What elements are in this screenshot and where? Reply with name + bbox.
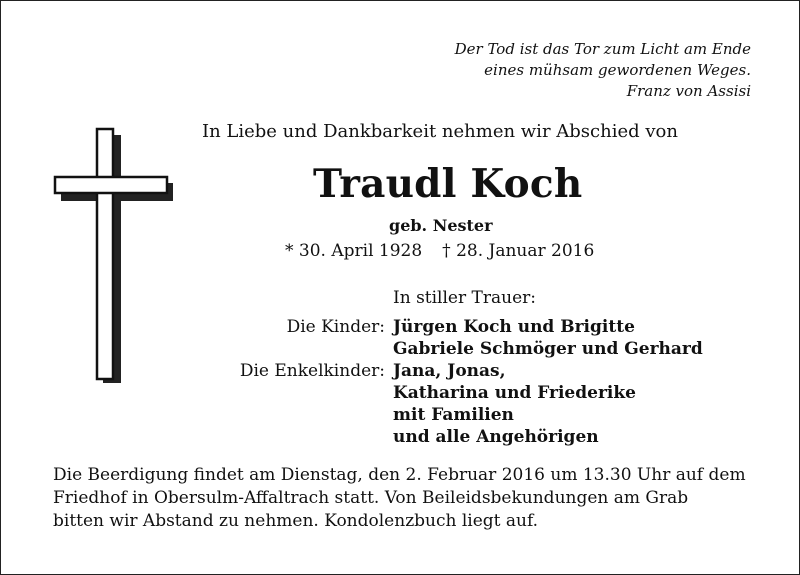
family-labels — [240, 316, 385, 382]
life-dates — [285, 241, 594, 261]
farewell-intro: In Liebe und Dankbarkeit nehmen wir Abschied von — [202, 121, 678, 142]
children-line: Gabriele Schmöger und Gerhard — [393, 339, 703, 359]
funeral-note-line-2: Friedhof in Obersulm-Affaltrach statt. Von Beileidsbekundungen am Grab — [53, 488, 689, 508]
children-line: Jürgen Koch und Brigitte — [393, 317, 635, 337]
funeral-note-line-1: Die Beerdigung findet am Dienstag, den 2. Februar 2016 um 13.30 Uhr auf dem — [53, 465, 746, 485]
funeral-note-line-3: bitten wir Abstand zu nehmen. Kondolenzbuch liegt auf. — [53, 511, 539, 531]
grandchildren-line: Jana, Jonas, — [393, 361, 506, 381]
grandchildren-line: Katharina und Friederike — [393, 383, 636, 403]
grandchildren-line: und alle Angehörigen — [393, 427, 599, 447]
quote-author: Franz von Assisi — [626, 82, 751, 100]
deceased-name: Traudl Koch — [313, 161, 583, 207]
funeral-note — [53, 464, 759, 533]
family-names — [393, 316, 703, 448]
quote-line-1: Der Tod ist das Tor zum Licht am Ende — [454, 40, 751, 58]
grandchildren-line: mit Familien — [393, 405, 514, 425]
maiden-name: geb. Nester — [389, 216, 493, 235]
mourning-heading: In stiller Trauer: — [393, 288, 536, 308]
birth-date: * 30. April 1928 — [285, 241, 423, 261]
epigraph-quote — [455, 39, 751, 102]
children-label: Die Kinder: — [286, 317, 385, 337]
cross-icon — [51, 125, 175, 385]
grandchildren-label: Die Enkelkinder: — [239, 361, 385, 381]
quote-line-2: eines mühsam gewordenen Weges. — [484, 61, 751, 79]
death-date: † 28. Januar 2016 — [442, 241, 595, 261]
